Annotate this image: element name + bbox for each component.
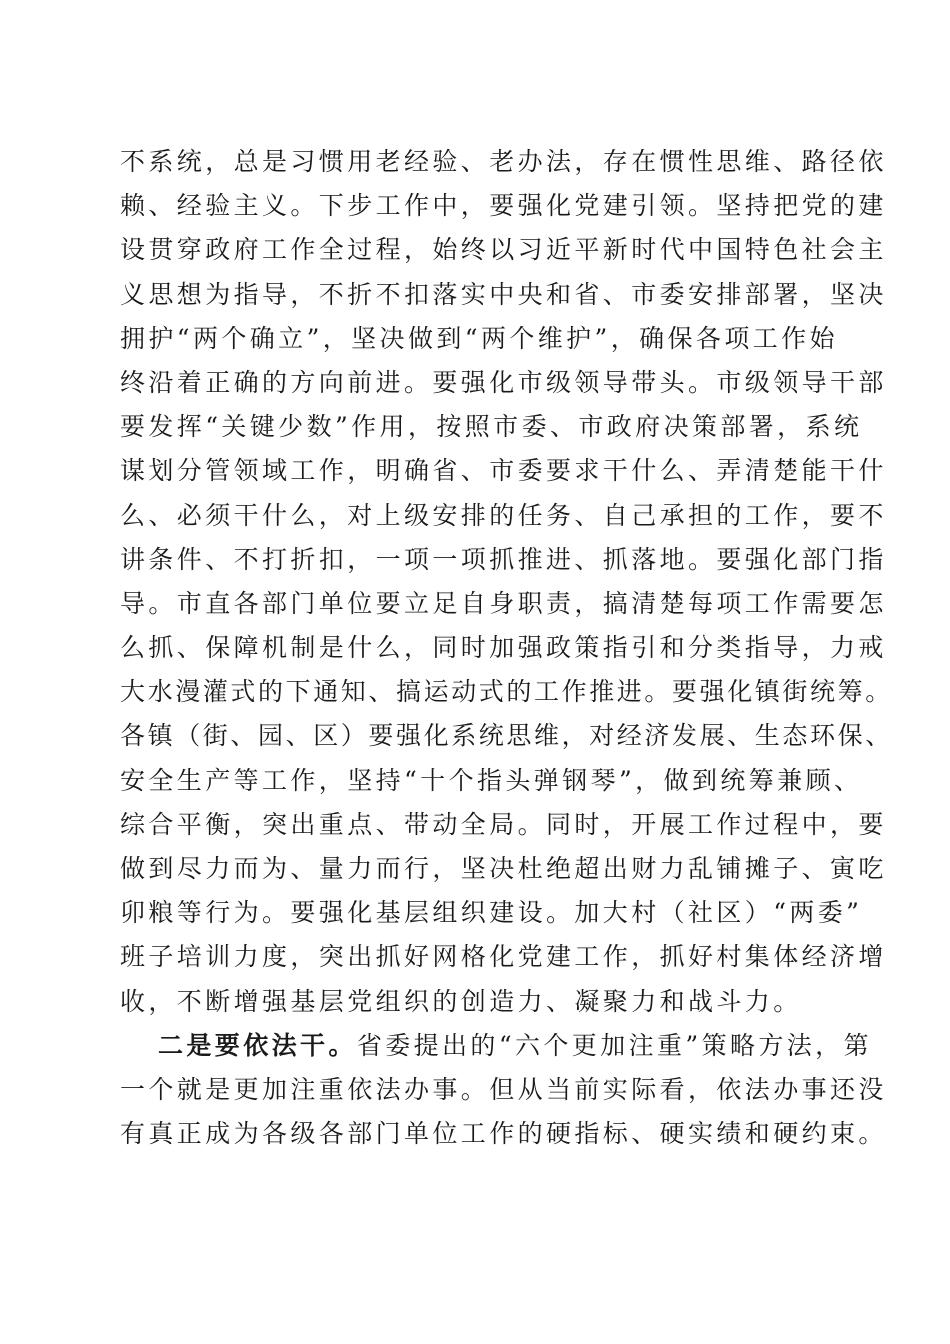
- text-line: 班子培训力度，突出抓好网格化党建工作，抓好村集体经济增: [120, 942, 887, 972]
- body-text: [120, 140, 893, 1156]
- text-line: 安全生产等工作，坚持“十个指头弹钢琴”，做到统筹兼顾、: [120, 765, 863, 795]
- text-line: 么、必须干什么，对上级安排的任务、自己承担的工作，要不: [120, 500, 887, 530]
- text-line: 赖、经验主义。下步工作中，要强化党建引领。坚持把党的建: [120, 191, 887, 221]
- section-heading: 二是要依法干。: [158, 1030, 357, 1060]
- paragraph-2-first-line: [120, 1024, 872, 1068]
- text-line: 导。市直各部门单位要立足自身职责，搞清楚每项工作需要怎: [120, 588, 887, 618]
- text-line: 有真正成为各级各部门单位工作的硬指标、硬实绩和硬约束。: [120, 1119, 887, 1149]
- text-line: 设贯穿政府工作全过程，始终以习近平新时代中国特色社会主: [120, 235, 887, 265]
- text-line: 谋划分管领域工作，明确省、市委要求干什么、弄清楚能干什: [120, 456, 887, 486]
- text-line: 终沿着正确的方向前进。要强化市级领导带头。市级领导干部: [120, 367, 887, 397]
- text-line: 义思想为指导，不折不扣落实中央和省、市委安排部署，坚决: [120, 279, 887, 309]
- text-line: 要发挥“关键少数”作用，按照市委、市政府决策部署，系统: [120, 412, 863, 442]
- text-line: 讲条件、不打折扣，一项一项抓推进、抓落地。要强化部门指: [120, 544, 887, 574]
- text-line: 综合平衡，突出重点、带动全局。同时，开展工作过程中，要: [120, 809, 887, 839]
- text-line: 做到尽力而为、量力而行，坚决杜绝超出财力乱铺摊子、寅吃: [120, 854, 887, 883]
- text-line: 拥护“两个确立”，坚决做到“两个维护”，确保各项工作始: [120, 323, 838, 353]
- text-line: 卯粮等行为。要强化基层组织建设。加大村（社区）“两委”: [120, 898, 863, 928]
- text-line: 各镇（街、园、区）要强化系统思维，对经济发展、生态环保、: [120, 721, 893, 751]
- text-fragment: 省委提出的“六个更加注重”策略方法，第: [356, 1030, 872, 1060]
- text-line: 不系统，总是习惯用老经验、老办法，存在惯性思维、路径依: [120, 147, 887, 176]
- text-line: 大水漫灌式的下通知、搞运动式的工作推进。要强化镇街统筹。: [120, 677, 893, 707]
- text-line: 一个就是更加注重依法办事。但从当前实际看，依法办事还没: [120, 1074, 887, 1104]
- text-line: 么抓、保障机制是什么，同时加强政策指引和分类指导，力戒: [120, 633, 887, 663]
- text-line: 收，不断增强基层党组织的创造力、凝聚力和战斗力。: [120, 986, 802, 1016]
